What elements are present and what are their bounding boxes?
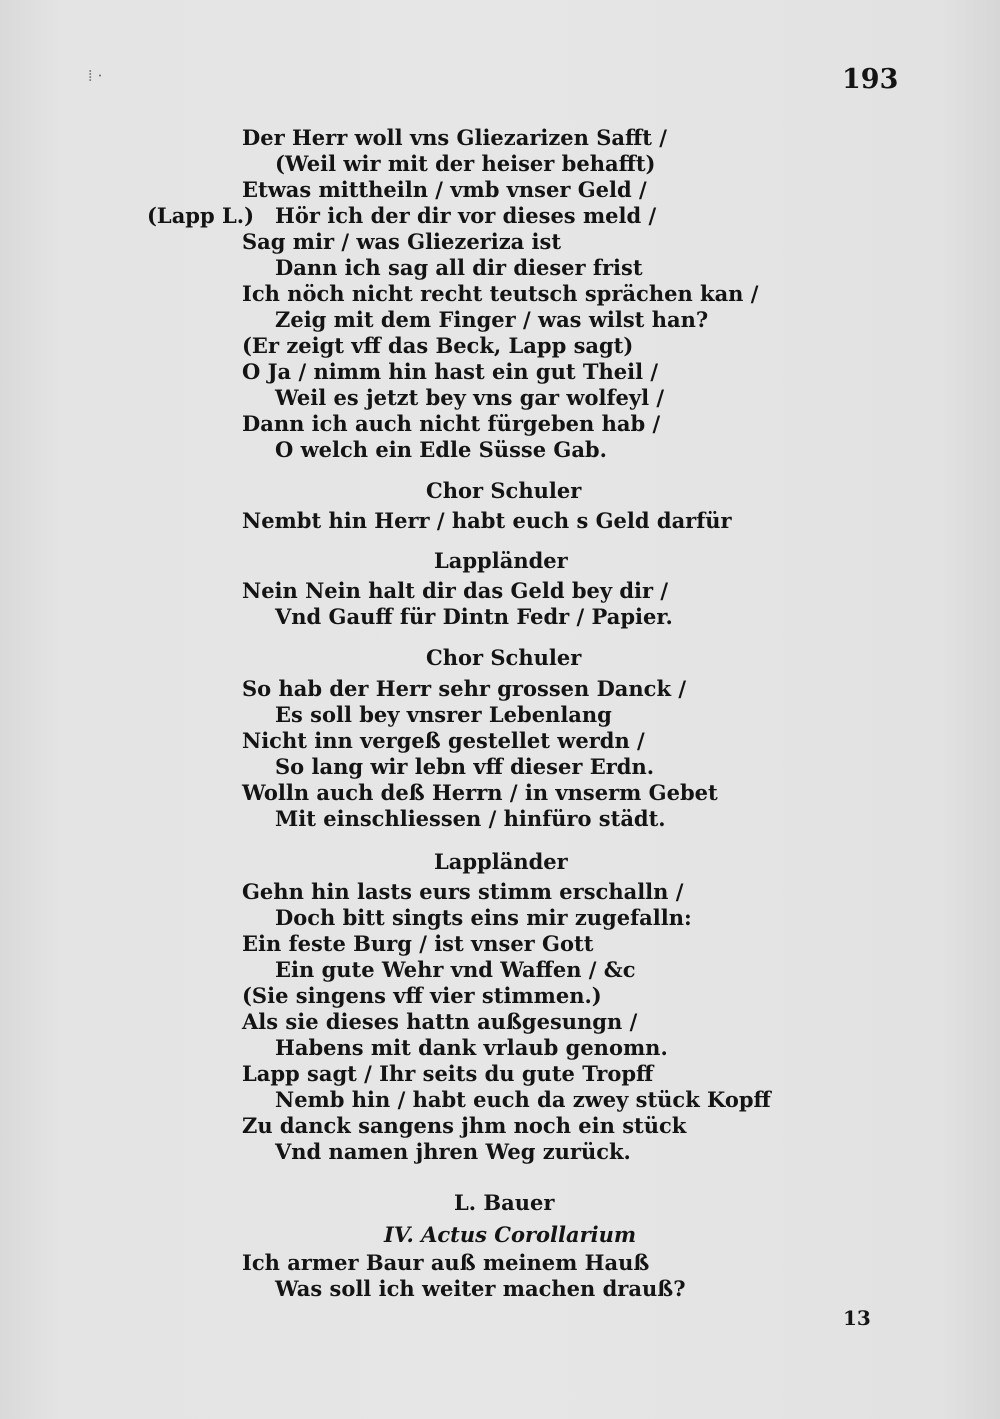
margin-marks: ⁞ · bbox=[88, 66, 103, 85]
signature-number: 13 bbox=[843, 1306, 871, 1330]
text-line: Ich nöch nicht recht teutsch sprächen kan / bbox=[242, 281, 759, 306]
speaker-heading: L. Bauer bbox=[454, 1190, 555, 1215]
text-line: Vnd namen jhren Weg zurück. bbox=[275, 1139, 631, 1164]
speaker-heading: Lappländer bbox=[434, 548, 568, 573]
text-line: Als sie dieses hattn außgesungn / bbox=[242, 1009, 638, 1034]
text-line: Es soll bey vnsrer Lebenlang bbox=[275, 702, 612, 727]
text-line: O Ja / nimm hin hast ein gut Theil / bbox=[242, 359, 659, 384]
text-line: Nembt hin Herr / habt euch s Geld darfür bbox=[242, 508, 732, 533]
speaker-heading: Chor Schuler bbox=[426, 478, 582, 503]
speaker-heading: Chor Schuler bbox=[426, 645, 582, 670]
text-line: Hör ich der dir vor dieses meld / bbox=[275, 203, 657, 228]
text-line: Sag mir / was Gliezeriza ist bbox=[242, 229, 562, 254]
text-line: Gehn hin lasts eurs stimm erschalln / bbox=[242, 879, 684, 904]
text-line: Lapp sagt / Ihr seits du gute Tropff bbox=[242, 1061, 654, 1086]
text-line: Dann ich auch nicht fürgeben hab / bbox=[242, 411, 661, 436]
speaker-label: (Lapp L.) bbox=[147, 203, 254, 228]
text-line: So lang wir lebn vff dieser Erdn. bbox=[275, 754, 655, 779]
text-line: (Weil wir mit der heiser behafft) bbox=[275, 151, 656, 176]
act-title: IV. Actus Corollarium bbox=[384, 1222, 637, 1247]
text-line: Zu danck sangens jhm noch ein stück bbox=[242, 1113, 687, 1138]
text-line: Vnd Gauff für Dintn Fedr / Papier. bbox=[275, 604, 673, 629]
text-line: Doch bitt singts eins mir zugefalln: bbox=[275, 905, 692, 930]
text-line: Mit einschliessen / hinfüro städt. bbox=[275, 806, 666, 831]
stage-direction: (Er zeigt vff das Beck, Lapp sagt) bbox=[242, 333, 634, 358]
text-line: Wolln auch deß Herrn / in vnserm Gebet bbox=[242, 780, 718, 805]
text-line: Weil es jetzt bey vns gar wolfeyl / bbox=[275, 385, 665, 410]
stage-direction: (Sie singens vff vier stimmen.) bbox=[242, 983, 602, 1008]
text-line: Habens mit dank vrlaub genomn. bbox=[275, 1035, 668, 1060]
text-line: Nicht inn vergeß gestellet werdn / bbox=[242, 728, 645, 753]
speaker-heading: Lappländer bbox=[434, 849, 568, 874]
text-line: Ich armer Baur auß meinem Hauß bbox=[242, 1250, 650, 1275]
page-number: 193 bbox=[842, 64, 899, 95]
text-line: Der Herr woll vns Gliezarizen Safft / bbox=[242, 125, 667, 150]
text-line: Zeig mit dem Finger / was wilst han? bbox=[275, 307, 709, 332]
text-line: Nemb hin / habt euch da zwey stück Kopff bbox=[275, 1087, 771, 1112]
text-line: Ein feste Burg / ist vnser Gott bbox=[242, 931, 594, 956]
text-line: O welch ein Edle Süsse Gab. bbox=[275, 437, 607, 462]
text-line: Was soll ich weiter machen drauß? bbox=[275, 1276, 686, 1301]
text-line: Ein gute Wehr vnd Waffen / &c bbox=[275, 957, 636, 982]
text-line: Etwas mittheiln / vmb vnser Geld / bbox=[242, 177, 647, 202]
text-line: Nein Nein halt dir das Geld bey dir / bbox=[242, 578, 669, 603]
text-line: So hab der Herr sehr grossen Danck / bbox=[242, 676, 686, 701]
text-line: Dann ich sag all dir dieser frist bbox=[275, 255, 643, 280]
